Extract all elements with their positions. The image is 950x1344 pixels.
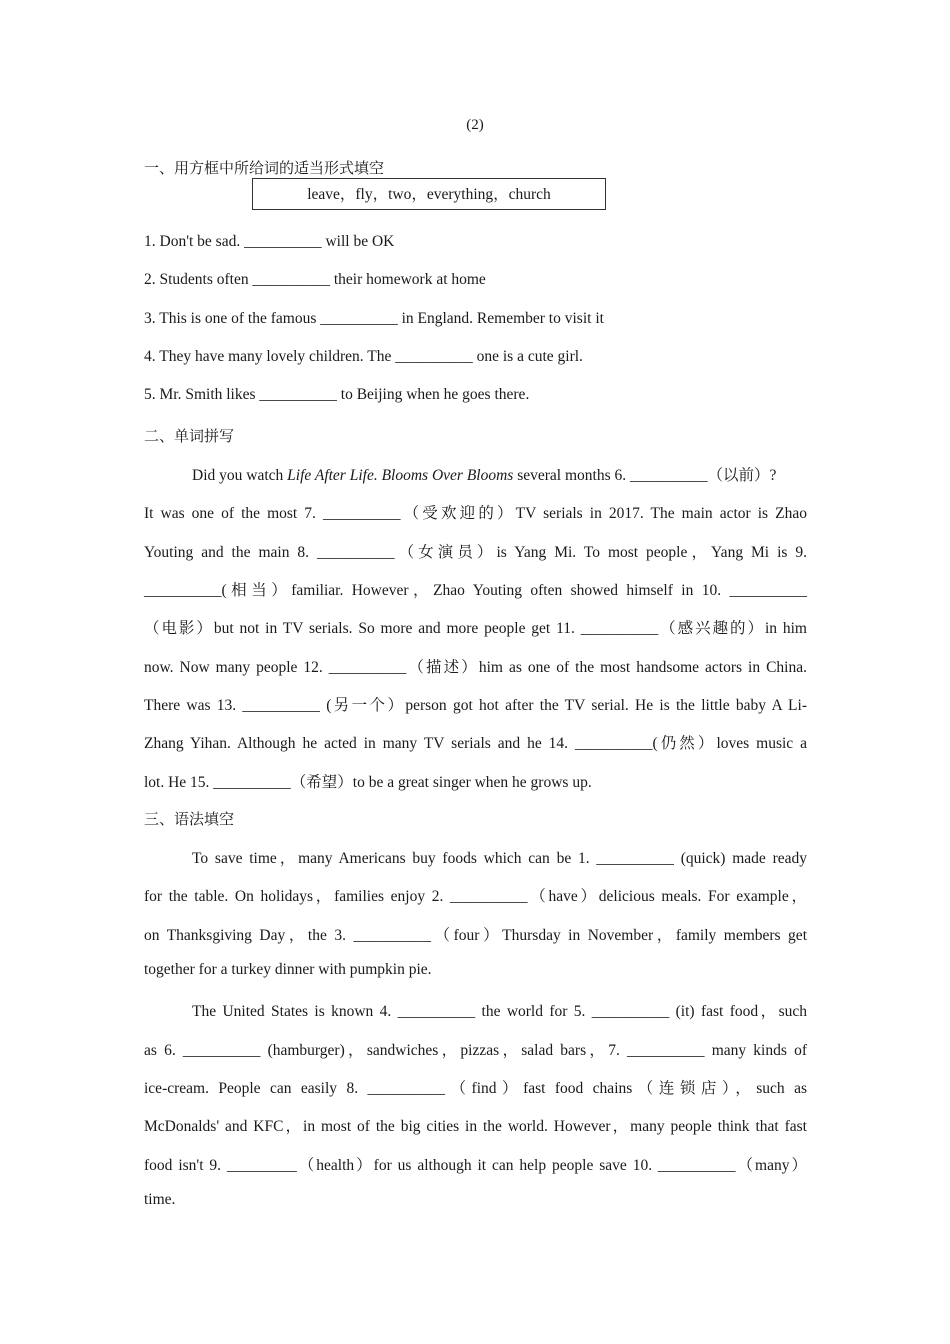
question-4: 4. They have many lovely children. The __________ one is a cute girl. <box>144 348 583 365</box>
passage-2-line: on Thanksgiving Day，the 3. __________（four）Thursday in November，family members get <box>144 927 807 944</box>
passage-1-line: （电影）but not in TV serials. So more and more people get 11. __________（感兴趣的）in him <box>144 620 807 637</box>
passage-3-line: food isn't 9. _________（health）for us although it can help people save 10. __________（many） <box>144 1157 807 1174</box>
page-title: (2) <box>466 117 484 133</box>
passage-1-line: Zhang Yihan. Although he acted in many TV serials and he 14. __________(仍然）loves music a <box>144 735 807 752</box>
passage-3-line: time. <box>144 1191 176 1208</box>
passage-1-line <box>192 463 807 485</box>
passage-1-line: lot. He 15. __________（希望）to be a great singer when he grows up. <box>144 774 592 791</box>
passage-3-line: ice-cream. People can easily 8. __________（find）fast food chains（连锁店），such as <box>144 1080 807 1097</box>
passage-1-line: now. Now many people 12. __________（描述）him as one of the most handsome actors in China. <box>144 659 807 676</box>
question-5: 5. Mr. Smith likes __________ to Beijing when he goes there. <box>144 386 530 403</box>
section-3-heading: 三、语法填空 <box>144 810 235 828</box>
passage-3-line: McDonalds' and KFC，in most of the big cities in the world. However，many people think that fast <box>144 1118 807 1135</box>
question-2: 2. Students often __________ their homework at home <box>144 271 486 288</box>
passage-text: Did you watch <box>192 467 288 484</box>
passage-1-line: Youting and the main 8. __________（女演员）is Yang Mi. To most people，Yang Mi is 9. <box>144 544 807 561</box>
passage-2-line: together for a turkey dinner with pumpkin pie. <box>144 961 432 978</box>
show-title: Life After Life. Blooms Over Blooms <box>287 467 514 484</box>
passage-3-line: as 6. __________ (hamburger)，sandwiches，pizzas，salad bars，7. __________ many kinds of <box>144 1042 807 1059</box>
passage-3-line: The United States is known 4. __________ the world for 5. __________ (it) fast food，such <box>192 1003 807 1020</box>
passage-1-line: __________(相当）familiar. However，Zhao Youting often showed himself in 10. __________ <box>144 582 807 599</box>
passage-1-line: It was one of the most 7. __________（受欢迎的）TV serials in 2017. The main actor is Zhao <box>144 505 807 522</box>
section-2-heading: 二、单词拼写 <box>144 427 235 445</box>
question-1: 1. Don't be sad. __________ will be OK <box>144 233 395 250</box>
question-3: 3. This is one of the famous __________ in England. Remember to visit it <box>144 310 604 327</box>
passage-text: several months 6. __________（以前）? <box>513 467 777 484</box>
word-box: leave，fly，two，everything，church <box>252 178 606 210</box>
section-1-heading: 一、用方框中所给词的适当形式填空 <box>144 159 385 177</box>
passage-2-line: To save time，many Americans buy foods which can be 1. __________ (quick) made ready <box>192 850 807 867</box>
passage-2-line: for the table. On holidays，families enjoy 2. __________（have）delicious meals. For example， <box>144 888 807 905</box>
passage-1-line: There was 13. __________ (另一个）person got hot after the TV serial. He is the little baby A Li- <box>144 697 807 714</box>
